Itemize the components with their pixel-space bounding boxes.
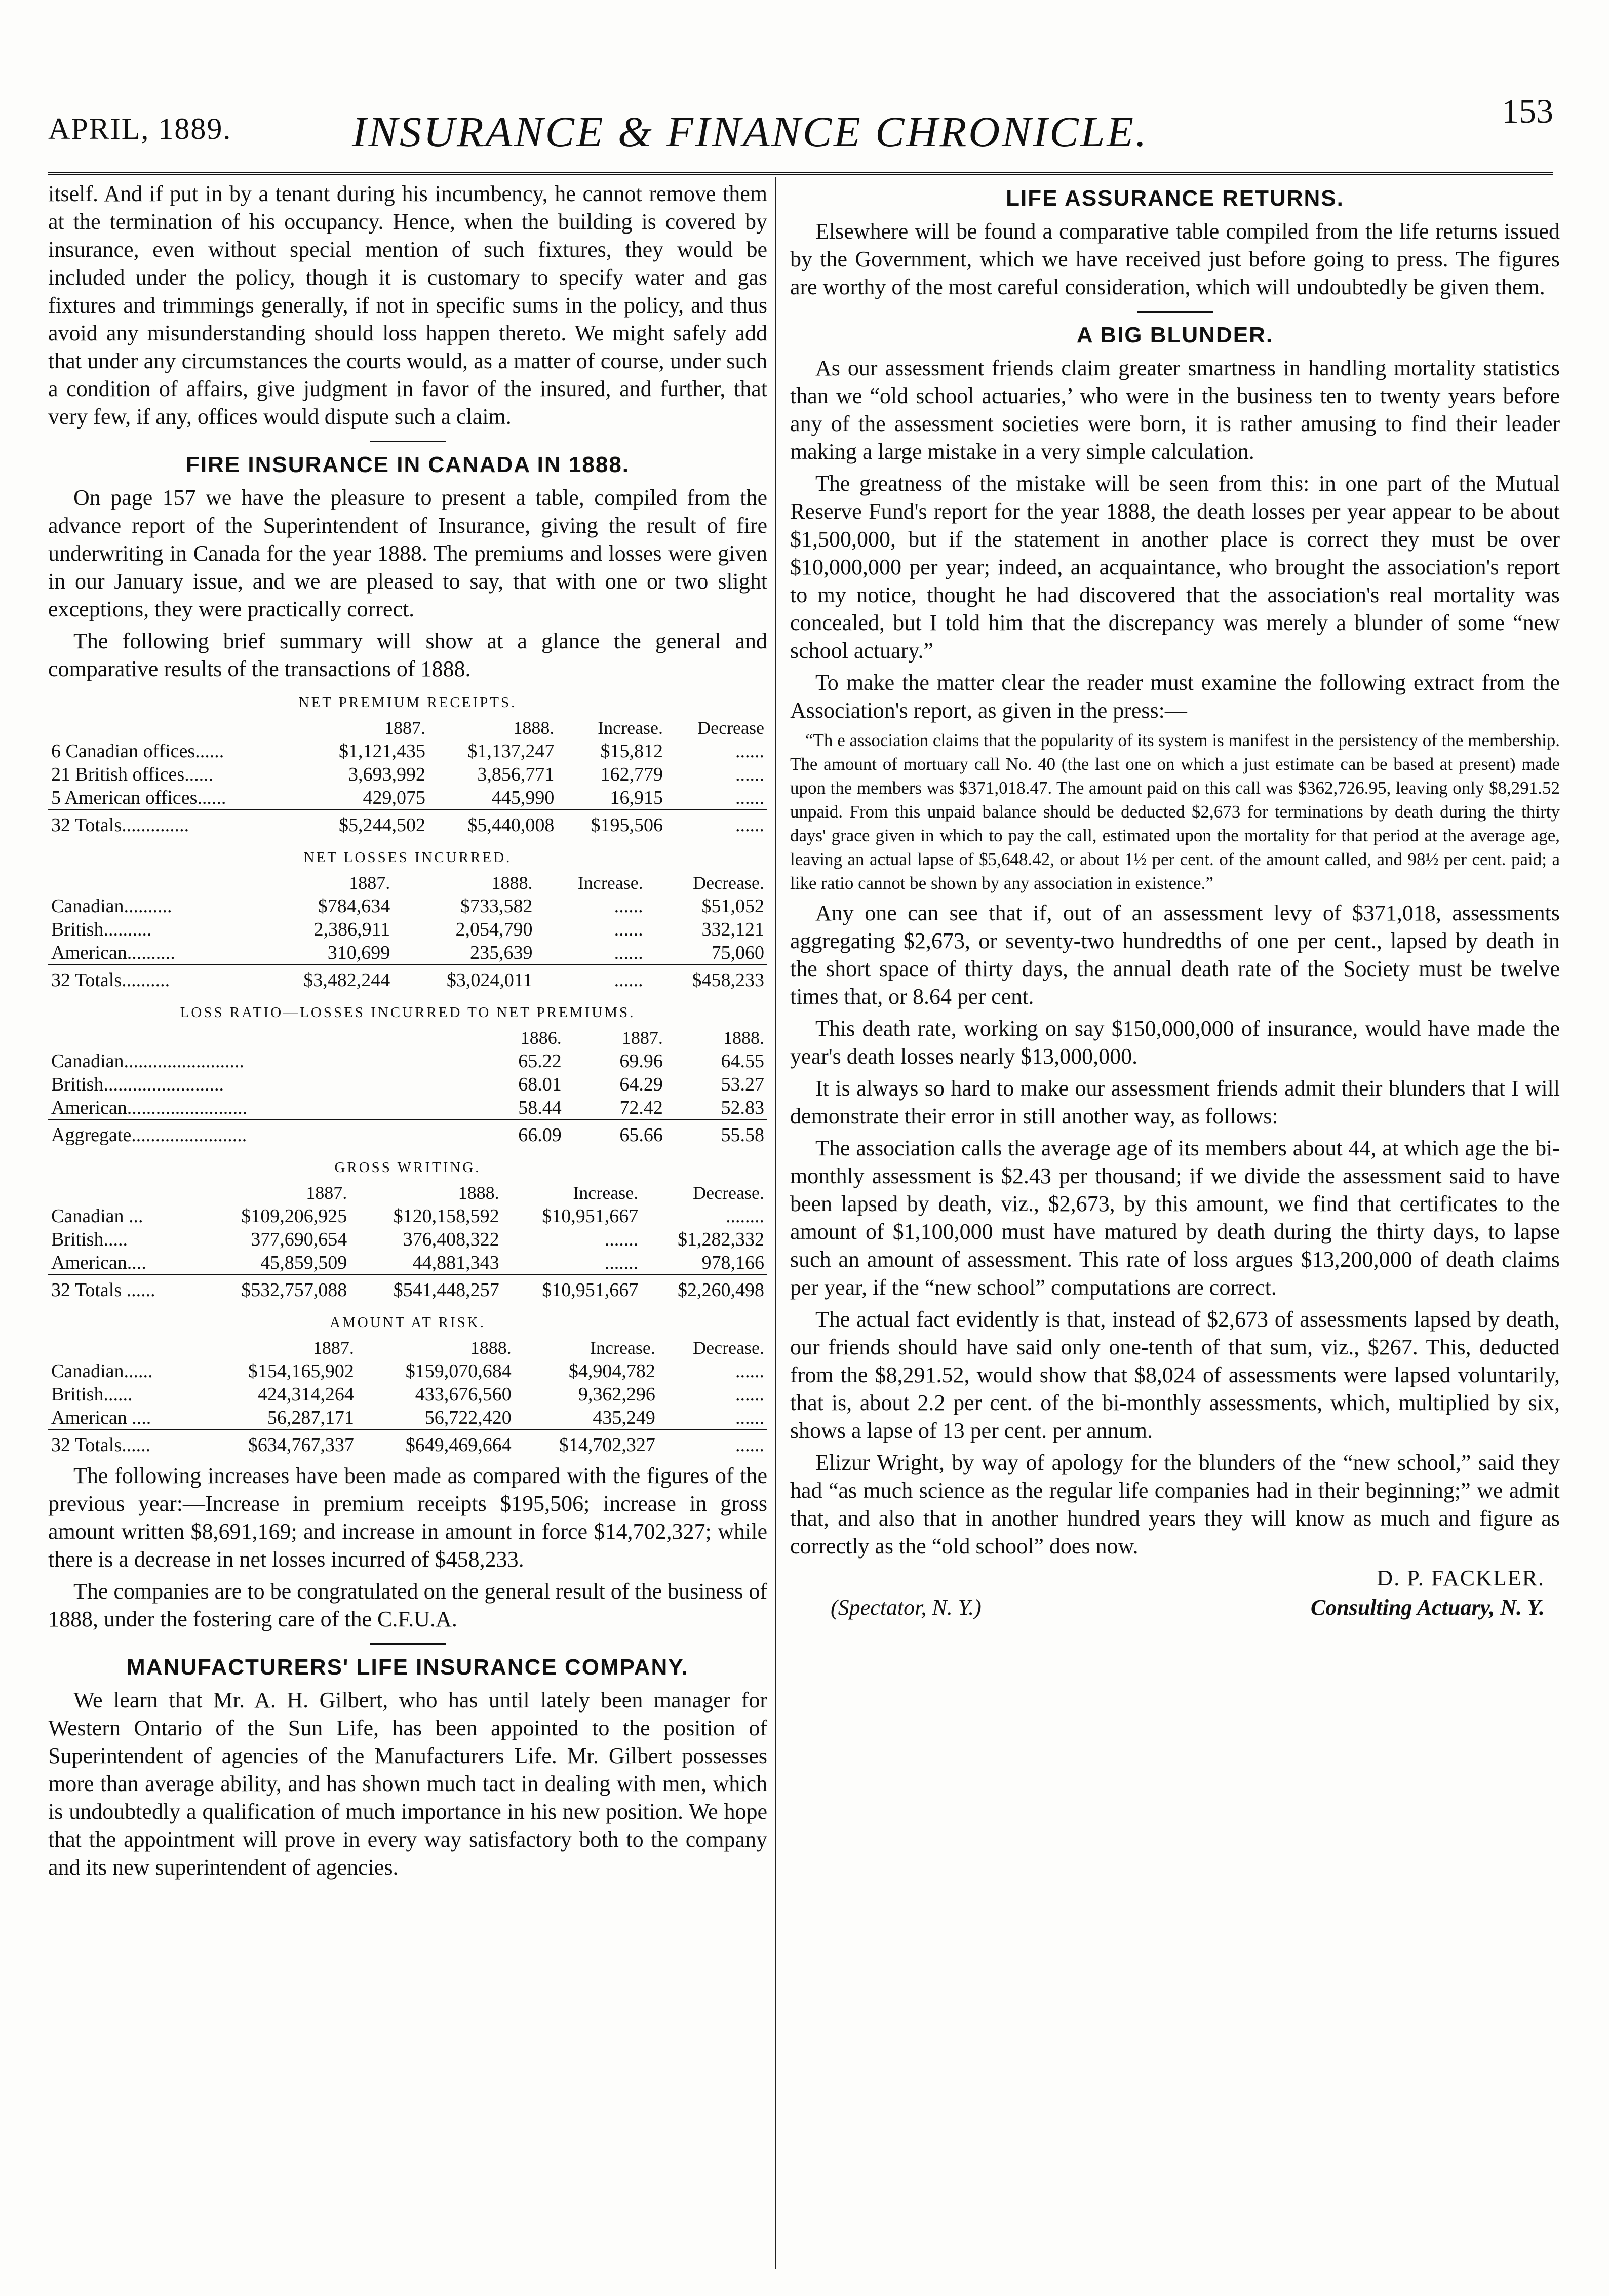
cell: 75,060 — [711, 942, 764, 963]
section-rule — [1137, 311, 1213, 313]
blunder-paragraph-8: The actual fact evidently is that, instead of $2,673 of assessments lapsed by death, our friends should have said only one-tenth of that sum, viz., $267. This, deducted from the $8,291.52, would show that $8,024 of assessments were lapsed voluntarily, that is, about 2.2 per cent. of the bi-monthly assessments, which, multiplied by six, shows a lapse of 13 per cent. per annum. — [790, 1307, 1560, 1443]
left-column — [48, 180, 767, 1885]
cell: $3,024,011 — [393, 965, 535, 992]
cell: 72.42 — [619, 1097, 663, 1118]
cell: $14,702,327 — [515, 1430, 658, 1457]
cell: $532,757,088 — [198, 1275, 350, 1302]
cell: $1,282,332 — [678, 1229, 764, 1250]
cell: 56,722,420 — [424, 1407, 512, 1428]
cell: ...... — [735, 787, 764, 808]
cell: $1,121,435 — [339, 741, 426, 762]
table-total-row — [48, 810, 767, 837]
cell: 376,408,322 — [403, 1229, 499, 1250]
table-row — [48, 1073, 767, 1096]
blunder-paragraph-6: It is always so hard to make our assessment friends admit their blunders that I will demonstrate their error in still another way, as follows: — [790, 1076, 1560, 1128]
cell: $2,260,498 — [641, 1275, 767, 1302]
cell: ...... — [535, 965, 646, 992]
cell: 2,054,790 — [455, 919, 533, 940]
row-label: 6 Canadian offices...... — [51, 741, 224, 762]
cell: 52.83 — [721, 1097, 764, 1118]
cell: 3,693,992 — [348, 764, 426, 785]
blunder-paragraph-2: The greatness of the mistake will be seen from this: in one part of the Mutual Reserve Fund's report for the year 1888, the death losses per year appear to be about $1,500,000, but if the statement in another place is correct they must be over $10,000,000 per year; indeed, an acquaintance, who brought the association's report to my notice, thought he had discovered that the association's real mortality was concealed, but I told him that the discrepancy was merely a blunder of some “new school actuary.” — [790, 471, 1560, 663]
cell: ...... — [735, 764, 764, 785]
row-label: American......................... — [51, 1097, 248, 1118]
row-label: Canadian......................... — [51, 1050, 245, 1072]
cell: 429,075 — [363, 787, 426, 808]
cell: $15,812 — [600, 741, 663, 762]
cell: 16,915 — [610, 787, 663, 808]
cell: ...... — [614, 919, 643, 940]
gross-writing-table — [48, 1152, 767, 1302]
cell: 44,881,343 — [412, 1252, 499, 1273]
cell: $109,206,925 — [241, 1205, 347, 1227]
col-header: Increase. — [590, 1338, 655, 1358]
col-header — [48, 1181, 198, 1204]
row-label: British..... — [51, 1229, 128, 1250]
cell: 433,676,560 — [415, 1384, 512, 1405]
cell: ........ — [726, 1205, 764, 1227]
col-header: 1887. — [306, 1183, 347, 1203]
life-returns-heading: LIFE ASSURANCE RETURNS. — [1006, 186, 1344, 211]
blunder-paragraph-4: Any one can see that if, out of an assessment levy of $371,018, assessments aggregating $2,673, or seventy-two hundredths of one per cent., lapsed by death in the short space of thirty days, the annual death rate of the Society must be twelve times that, or 8.64 per cent. — [790, 901, 1560, 1009]
column-divider — [775, 177, 776, 2269]
col-header: 1887. — [349, 873, 390, 893]
table-row — [48, 1251, 767, 1275]
blunder-paragraph-1: As our assessment friends claim greater smartness in handling mortality statistics than we “old school actuaries,’ who were in the business ten to twenty years before any of the assessment societies were born, it is rather amusing to find their leader making a large mistake in a very simple calculation. — [790, 356, 1560, 464]
cell: $5,244,502 — [300, 810, 428, 837]
cell: 978,166 — [701, 1252, 764, 1273]
cell: $649,469,664 — [357, 1430, 515, 1457]
table-title: NET LOSSES INCURRED. — [303, 849, 512, 866]
table-total-row — [48, 1120, 767, 1147]
row-label: British......................... — [51, 1074, 224, 1095]
col-header: Decrease — [697, 718, 764, 738]
cell: ...... — [614, 896, 643, 917]
fire-paragraph-1: On page 157 we have the pleasure to present a table, compiled from the advance report of the Superintendent of Insurance, giving the result of fire underwriting in Canada for the year 1888. The premiums and losses were given in our January issue, and we are pleased to say, that with one or two slight exceptions, they were practically correct. — [48, 485, 767, 621]
row-label: 21 British offices...... — [51, 764, 214, 785]
cell: $5,440,008 — [428, 810, 557, 837]
col-header: Increase. — [573, 1183, 639, 1203]
col-header: 1887. — [621, 1028, 663, 1048]
col-header: Decrease. — [693, 1183, 764, 1203]
table-header-row — [48, 1026, 767, 1049]
source-credit: (Spectator, N. Y.) — [831, 1595, 982, 1620]
cell: 65.22 — [518, 1050, 562, 1072]
row-label: 32 Totals...... — [48, 1430, 200, 1457]
page-number: 153 — [1502, 92, 1553, 130]
cell: 45,859,509 — [260, 1252, 347, 1273]
table-row — [48, 894, 767, 918]
manufacturers-heading: MANUFACTURERS' LIFE INSURANCE COMPANY. — [127, 1655, 689, 1680]
cell: 53.27 — [721, 1074, 764, 1095]
table-row — [48, 1049, 767, 1073]
cell: ...... — [614, 942, 643, 963]
cell: 58.44 — [518, 1097, 562, 1118]
table-title: LOSS RATIO—LOSSES INCURRED TO NET PREMIUMS. — [180, 1004, 636, 1021]
intro-paragraph: itself. And if put in by a tenant during his incumbency, he cannot remove them at the termination of his occupancy. Hence, when the building is covered by insurance, even without special mention of such fixtures, they would be included under the policy, though it is customary to specify water and gas fixtures and trimmings generally, if not in specific sums in the policy, and thus avoid any misunderstanding should loss happen thereto. We might safely add that under any circumstances the courts would, as a matter of course, under such a condition of affairs, give judgment in favor of the insured, and further, that very few, if any, offices would dispute such a claim. — [48, 181, 767, 429]
cell: ...... — [666, 810, 767, 837]
table-total-row — [48, 1430, 767, 1457]
cell: 69.96 — [619, 1050, 663, 1072]
cell: 56,287,171 — [267, 1407, 354, 1428]
cell: $733,582 — [460, 896, 533, 917]
row-label: British.......... — [51, 919, 152, 940]
report-quotation: “Th e association claims that the popularity of its system is manifest in the persistency of the membership. The amount of mortuary call No. 40 (the last one on which a just estimate can be based at present) made upon the members was $371,018.47. The amount paid on this call was $362,726.95, leaving only $8,291.52 unpaid. From this unpaid balance should be deducted $2,673 for terminations by death during the thirty days' grace given in which to pay the call, estimated upon the mortality for that period at the average age, leaving an actual lapse of $5,648.42, or about 1½ per cent. of the amount called, and 98½ per cent. paid; a like ratio cannot be shown by any association in existence.” — [790, 730, 1560, 893]
cell: ....... — [604, 1229, 639, 1250]
cell: 377,690,654 — [251, 1229, 347, 1250]
cell: 435,249 — [593, 1407, 655, 1428]
cell: $1,137,247 — [467, 741, 555, 762]
cell: 64.29 — [619, 1074, 663, 1095]
cell: 235,639 — [469, 942, 533, 963]
col-header: Increase. — [577, 873, 643, 893]
table-row — [48, 1359, 767, 1383]
row-label: 32 Totals ...... — [48, 1275, 198, 1302]
row-label: British...... — [51, 1384, 133, 1405]
cell: $51,052 — [701, 896, 764, 917]
publication-title: INSURANCE & FINANCE CHRONICLE. — [352, 107, 1149, 156]
cell: 64.55 — [721, 1050, 764, 1072]
life-returns-paragraph: Elsewhere will be found a comparative table compiled from the life returns issued by the Government, which we have received just before going to press. The figures are worthy of the most careful consideration, which will undoubtedly be given them. — [790, 219, 1560, 299]
cell: $10,951,667 — [502, 1275, 642, 1302]
table-header-row — [48, 716, 767, 740]
fire-insurance-heading: FIRE INSURANCE IN CANADA IN 1888. — [185, 452, 630, 477]
blunder-paragraph-7: The association calls the average age of its members about 44, at which age the bi-monthly assessment is $2.43 per thousand; if we divide the assessment said to have been lapsed by death, viz., $2,673, by this amount, we find that certificates to the amount of $1,100,000 must have matured by death during the thirty days, to lapse such an amount of assessment. This rate of loss argues $13,200,000 of death claims per year, if the “new school” computations are correct. — [790, 1136, 1560, 1300]
cell: $195,506 — [557, 810, 666, 837]
table-title: NET PREMIUM RECEIPTS. — [298, 694, 517, 711]
signature-title: Consulting Actuary, N. Y. — [1310, 1595, 1545, 1620]
cell: $3,482,244 — [250, 965, 393, 992]
cell: 162,779 — [600, 764, 663, 785]
cell: 9,362,296 — [578, 1384, 655, 1405]
col-header: 1888. — [723, 1028, 764, 1048]
net-premium-table — [48, 687, 767, 837]
cell: 66.09 — [463, 1120, 565, 1147]
row-label: American.... — [51, 1252, 146, 1273]
cell: $159,070,684 — [405, 1360, 512, 1382]
manufacturers-paragraph: We learn that Mr. A. H. Gilbert, who has until lately been manager for Western Ontario of the Sun Life, has been appointed to the position of Superintendent of agencies of the Manufacturers Life. Mr. Gilbert possesses more than average ability, and has shown much tact in dealing with men, which is undoubtedly a qualification of much importance in his new position. We hope that the appointment will prove in every way satisfactory both to the company and its new superintendent of agencies. — [48, 1688, 767, 1880]
fire-paragraph-4: The companies are to be congratulated on the general result of the business of 1888, under the fostering care of the C.F.U.A. — [48, 1579, 767, 1631]
signature-name: D. P. FACKLER. — [1377, 1566, 1545, 1590]
table-row — [48, 1383, 767, 1406]
cell: 68.01 — [518, 1074, 562, 1095]
cell: $784,634 — [318, 896, 390, 917]
cell: $634,767,337 — [200, 1430, 357, 1457]
cell: ...... — [735, 1360, 764, 1382]
row-label: Canadian...... — [51, 1360, 153, 1382]
col-header — [48, 1336, 200, 1359]
loss-ratio-table — [48, 997, 767, 1147]
cell: 424,314,264 — [257, 1384, 354, 1405]
row-label: 32 Totals.............. — [48, 810, 300, 837]
blunder-paragraph-9: Elizur Wright, by way of apology for the blunders of the “new school,” said they had “as much science as the regular life companies had in their beginning;” we admit that, and also that in another hundred years they will know as much and figure as correctly as the “old school” does now. — [790, 1450, 1560, 1559]
table-row — [48, 763, 767, 786]
cell: $10,951,667 — [542, 1205, 639, 1227]
cell: 65.66 — [565, 1120, 666, 1147]
table-total-row — [48, 1275, 767, 1302]
table-title: AMOUNT AT RISK. — [330, 1314, 486, 1331]
table-row — [48, 1204, 767, 1228]
table-row — [48, 1406, 767, 1430]
col-header: Decrease. — [693, 1338, 764, 1358]
fire-paragraph-3: The following increases have been made as compared with the figures of the previous year:—Increase in premium receipts $195,506; increase in gross amount written $8,691,169; and increase in amount in force $14,702,327; while there is a decrease in net losses incurred of $458,233. — [48, 1463, 767, 1572]
table-title: GROSS WRITING. — [334, 1159, 481, 1176]
cell: $541,448,257 — [350, 1275, 502, 1302]
table-header-row — [48, 871, 767, 894]
blunder-paragraph-3: To make the matter clear the reader must examine the following extract from the Association's report, as given in the press:— — [790, 670, 1560, 723]
col-header: 1887. — [384, 718, 426, 738]
cell: $458,233 — [646, 965, 767, 992]
table-header-row — [48, 1336, 767, 1359]
cell: ...... — [735, 1407, 764, 1428]
table-row — [48, 786, 767, 810]
row-label: 32 Totals.......... — [48, 965, 250, 992]
col-header — [48, 871, 250, 894]
row-label: American.......... — [51, 942, 175, 963]
cell: ...... — [658, 1430, 767, 1457]
table-header-row — [48, 1181, 767, 1204]
signature-block — [790, 1565, 1560, 1626]
section-rule — [370, 1643, 446, 1645]
cell: 2,386,911 — [313, 919, 390, 940]
table-row — [48, 941, 767, 965]
row-label: Canadian ... — [51, 1205, 143, 1227]
row-label: 5 American offices...... — [51, 787, 226, 808]
issue-date: APRIL, 1889. — [48, 112, 232, 145]
col-header: 1888. — [491, 873, 533, 893]
cell: $120,158,592 — [393, 1205, 499, 1227]
table-row — [48, 1228, 767, 1251]
table-row — [48, 1096, 767, 1120]
row-label: Aggregate........................ — [48, 1120, 463, 1147]
cell: $154,165,902 — [248, 1360, 354, 1382]
cell: 332,121 — [701, 919, 764, 940]
table-row — [48, 918, 767, 941]
col-header: 1888. — [513, 718, 555, 738]
col-header: Increase. — [598, 718, 663, 738]
section-rule — [370, 441, 446, 442]
cell: $4,904,782 — [568, 1360, 655, 1382]
col-header: Decrease. — [693, 873, 764, 893]
row-label: Canadian.......... — [51, 896, 172, 917]
cell: 310,699 — [327, 942, 390, 963]
right-column — [790, 180, 1560, 1626]
blunder-paragraph-5: This death rate, working on say $150,000,000 of insurance, would have made the year's death losses nearly $13,000,000. — [790, 1016, 1560, 1069]
cell: 3,856,771 — [477, 764, 555, 785]
col-header: 1888. — [458, 1183, 499, 1203]
page-header — [48, 91, 1553, 157]
big-blunder-heading: A BIG BLUNDER. — [1076, 323, 1274, 347]
col-header — [48, 716, 300, 740]
cell: ....... — [604, 1252, 639, 1273]
header-rule — [48, 172, 1553, 175]
table-row — [48, 740, 767, 763]
table-total-row — [48, 965, 767, 992]
cell: 445,990 — [491, 787, 555, 808]
cell: ...... — [735, 741, 764, 762]
col-header — [48, 1026, 463, 1049]
col-header: 1888. — [470, 1338, 512, 1358]
net-losses-table — [48, 842, 767, 992]
col-header: 1886. — [520, 1028, 562, 1048]
fire-paragraph-2: The following brief summary will show at a glance the general and comparative results of the transactions of 1888. — [48, 629, 767, 681]
row-label: American .... — [51, 1407, 151, 1428]
cell: ...... — [735, 1384, 764, 1405]
cell: 55.58 — [666, 1120, 767, 1147]
amount-at-risk-table — [48, 1307, 767, 1457]
col-header: 1887. — [312, 1338, 354, 1358]
